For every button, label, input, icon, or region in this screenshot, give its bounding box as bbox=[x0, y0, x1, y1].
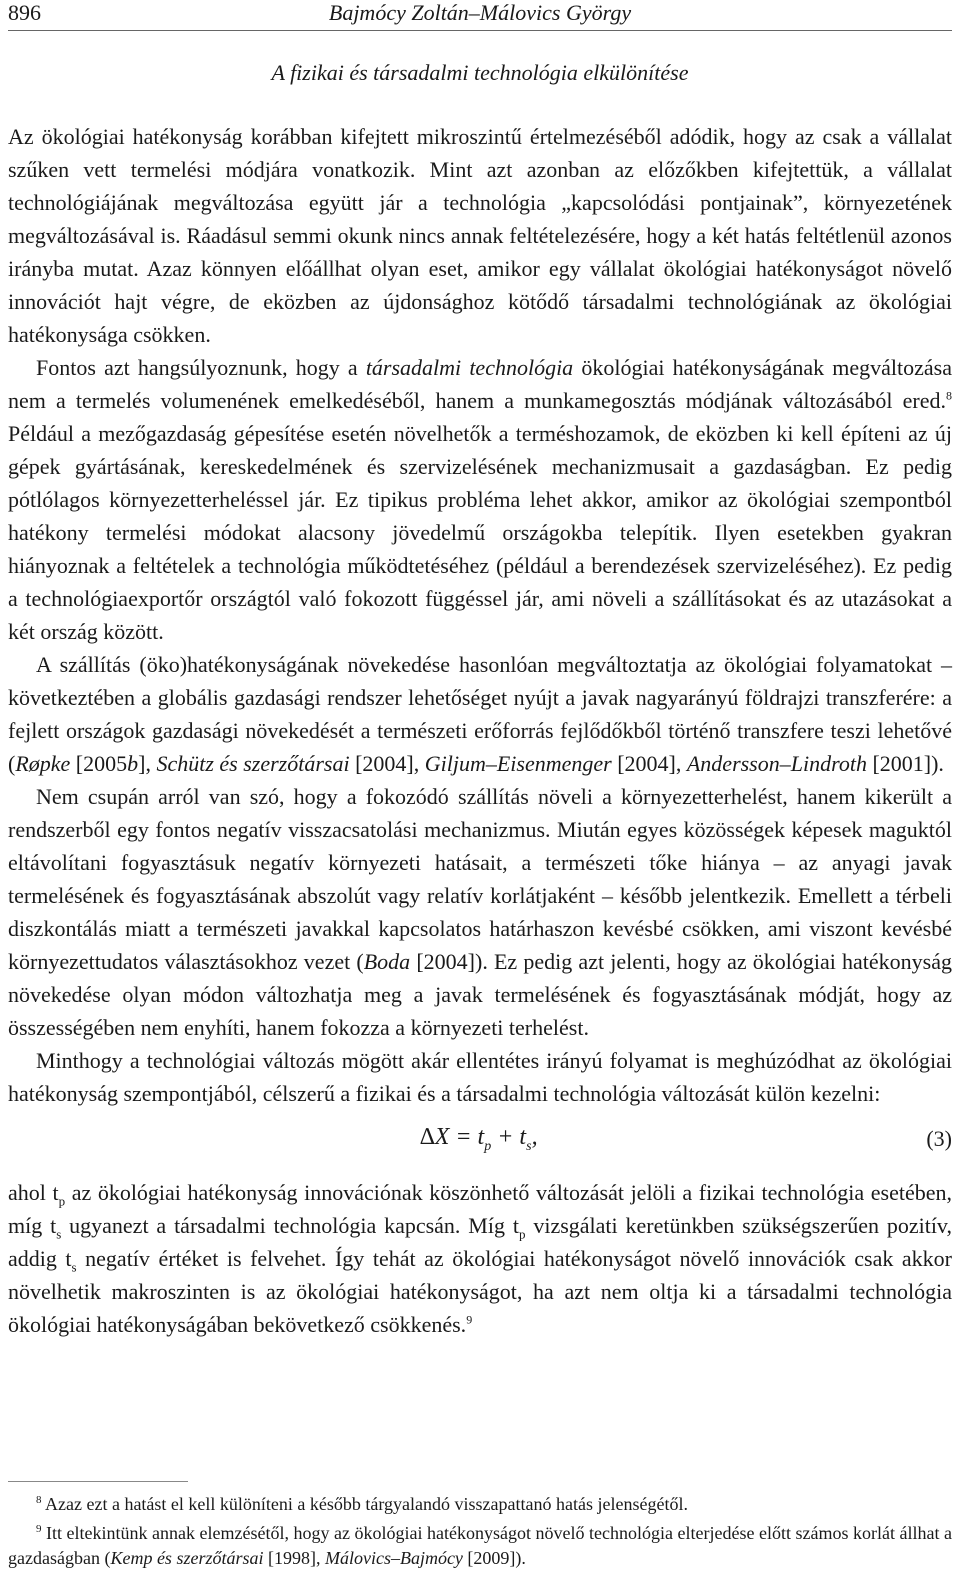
footnote-ref-8[interactable]: 8 bbox=[946, 388, 952, 403]
paragraph-6: ahol $t_p$ az ökológiai hatékonyság innovációnak köszönhető változását jelöli a fizikai technológia esetében, míg $t_s$ ugyanezt a társadalmi technológia kapcsán. Míg $t_p$ vizsgálati keretünkben szükségszerűen pozitív, addig $t_s$ negatív értéket is felvehet. Így tehát az ökológiai hatékonyságot növelő innovációk csak akkor növelhetik makroszinten is az ökológiai hatékonyságot, ha azt nem oltja ki a társadalmi technológia ökológiai hatékonyságában bekövetkező csökkenés.$^9$ bbox=[8, 1180, 953, 1337]
citation-author: Andersson–Lindroth bbox=[686, 751, 867, 776]
footnote-8: $^8$ Azaz ezt a hatást el kell különíteni a később tárgyalandó visszapattanó hatás jelenségétől. bbox=[36, 1494, 688, 1514]
paragraph-2: Fontos azt hangsúlyoznunk, hogy a társadalmi technológia ökológiai hatékonyságának megváltozása nem a termelés volumenének emelkedéséből, hanem a munkamegosztás módjának változásából ered.$^8$ Például a mezőgazdaság gépesítése esetén növelhetők a terméshozamok, de eközben ki kell építeni az új gépek gyártásának, kereskedelmének és szervizelésének mechanizmusait a gazdaságban. Ez pedig pótlólagos környezetterheléssel jár. Ez tipikus probléma lehet akkor, amikor az ökológiai szempontból hatékony termelési módokat alacsony jövedelmű országokba telepítik. Ilyen esetekben gyakran hiányoznak a feltételek a technológia működtetéséhez (például a berendezések szervizeléséhez). Ez pedig a technológiaexportőr országtól való fokozott függéssel jár, ami növeli a szállításokat és az utazásokat a két ország között. bbox=[8, 355, 952, 644]
citation-author: Boda bbox=[363, 949, 411, 974]
paragraph-1: Az ökológiai hatékonyság korábban kifejtett mikroszintű értelmezéséből adódik, hogy az csak a vállalat szűken vett termelési módjára vonatkozik. Mint azt azonban az előzőkben kifejtettük, a vállalat technológiájának megváltozása együtt jár a technológia „kapcsolódási pontjainak”, környezetének megváltozásával is. Ráadásul semmi okunk nincs annak feltételezésére, hogy a két hatás feltétlenül azonos irányba mutat. Azaz könnyen előállhat olyan eset, amikor egy vállalat ökológiai hatékonyságot növelő innovációt hajt végre, de eközben az újdonsághoz kötődő társadalmi technológiának az ökológiai hatékonysága csökken. bbox=[8, 124, 952, 347]
equation-formula: $\Delta X = t_p + t_s$, bbox=[420, 1124, 538, 1154]
footnote-separator bbox=[8, 1481, 188, 1482]
citation-author: Giljum–Eisenmenger bbox=[424, 751, 612, 776]
equation-number: (3) bbox=[926, 1126, 952, 1151]
section-title: A fizikai és társadalmi technológia elkülönítése bbox=[271, 60, 689, 85]
page-number: 896 bbox=[8, 0, 41, 25]
footnotes bbox=[8, 1492, 952, 1571]
paragraph-3: A szállítás (öko)hatékonyságának növekedése hasonlóan megváltoztatja az ökológiai folyamatokat – következtében a globális gazdasági rendszer lehetőséget nyújt a javak nagyarányú földrajzi transzferére: a fejlett országok gazdasági növekedését a természeti erőforrás fejlődőkből történő transzfere teszi lehetővé (Røpke [2005b], Schütz és szerzőtársai [2004], Giljum–Eisenmenger [2004], Andersson–Lindroth [2001]). bbox=[8, 652, 952, 776]
paragraph-5: Minthogy a technológiai változás mögött akár ellentétes irányú folyamat is meghúzódhat az ökológiai hatékonyság szempontjából, célszerű a fizikai és a társadalmi technológia változását külön kezelni: bbox=[8, 1048, 952, 1106]
body-text bbox=[8, 120, 952, 1341]
citation-author: Schütz és szerzőtársai bbox=[156, 751, 350, 776]
citation-author: Røpke bbox=[15, 751, 71, 776]
running-header bbox=[8, 0, 952, 31]
running-header-authors: Bajmócy Zoltán–Málovics György bbox=[328, 0, 632, 25]
footnote-ref-9[interactable]: 9 bbox=[466, 1312, 473, 1327]
emphasis-term: társadalmi technológia bbox=[365, 355, 574, 380]
footnote-9: $^9$ Itt eltekintünk annak elemzésétől, hogy az ökológiai hatékonyságot növelő technológia elterjedése előtt számos korlát állhat a gazdaságban (Kemp és szerzőtársai [1998], Málovics–Bajmócy [2009]). bbox=[8, 1523, 952, 1568]
paragraph-4: Nem csupán arról van szó, hogy a fokozódó szállítás növeli a környezetterhelést, hanem kikerült a rendszerből egy fontos negatív visszacsatolási mechanizmus. Miután egyes közösségek képesek maguktól eltávolítani fogyasztásuk negatív környezeti hatásait, a természeti tőke hiánya – az anyagi javak termelésének és fogyasztásának abszolút vagy relatív korlátjaként – később jelentkezik. Emellett a térbeli diszkontálás miatt a természeti javakkal kapcsolatos határhaszon kevésbé csökken, ami viszont kevésbé környezettudatos választásokhoz vezet (Boda [2004]). Ez pedig azt jelenti, hogy az ökológiai hatékonyság növekedése olyan módon változhatja meg a javak termelésének és fogyasztásának módját, hogy az összességében nem enyhíti, hanem fokozza a környezeti terhelést. bbox=[8, 784, 953, 1040]
equation-3 bbox=[8, 1110, 952, 1176]
